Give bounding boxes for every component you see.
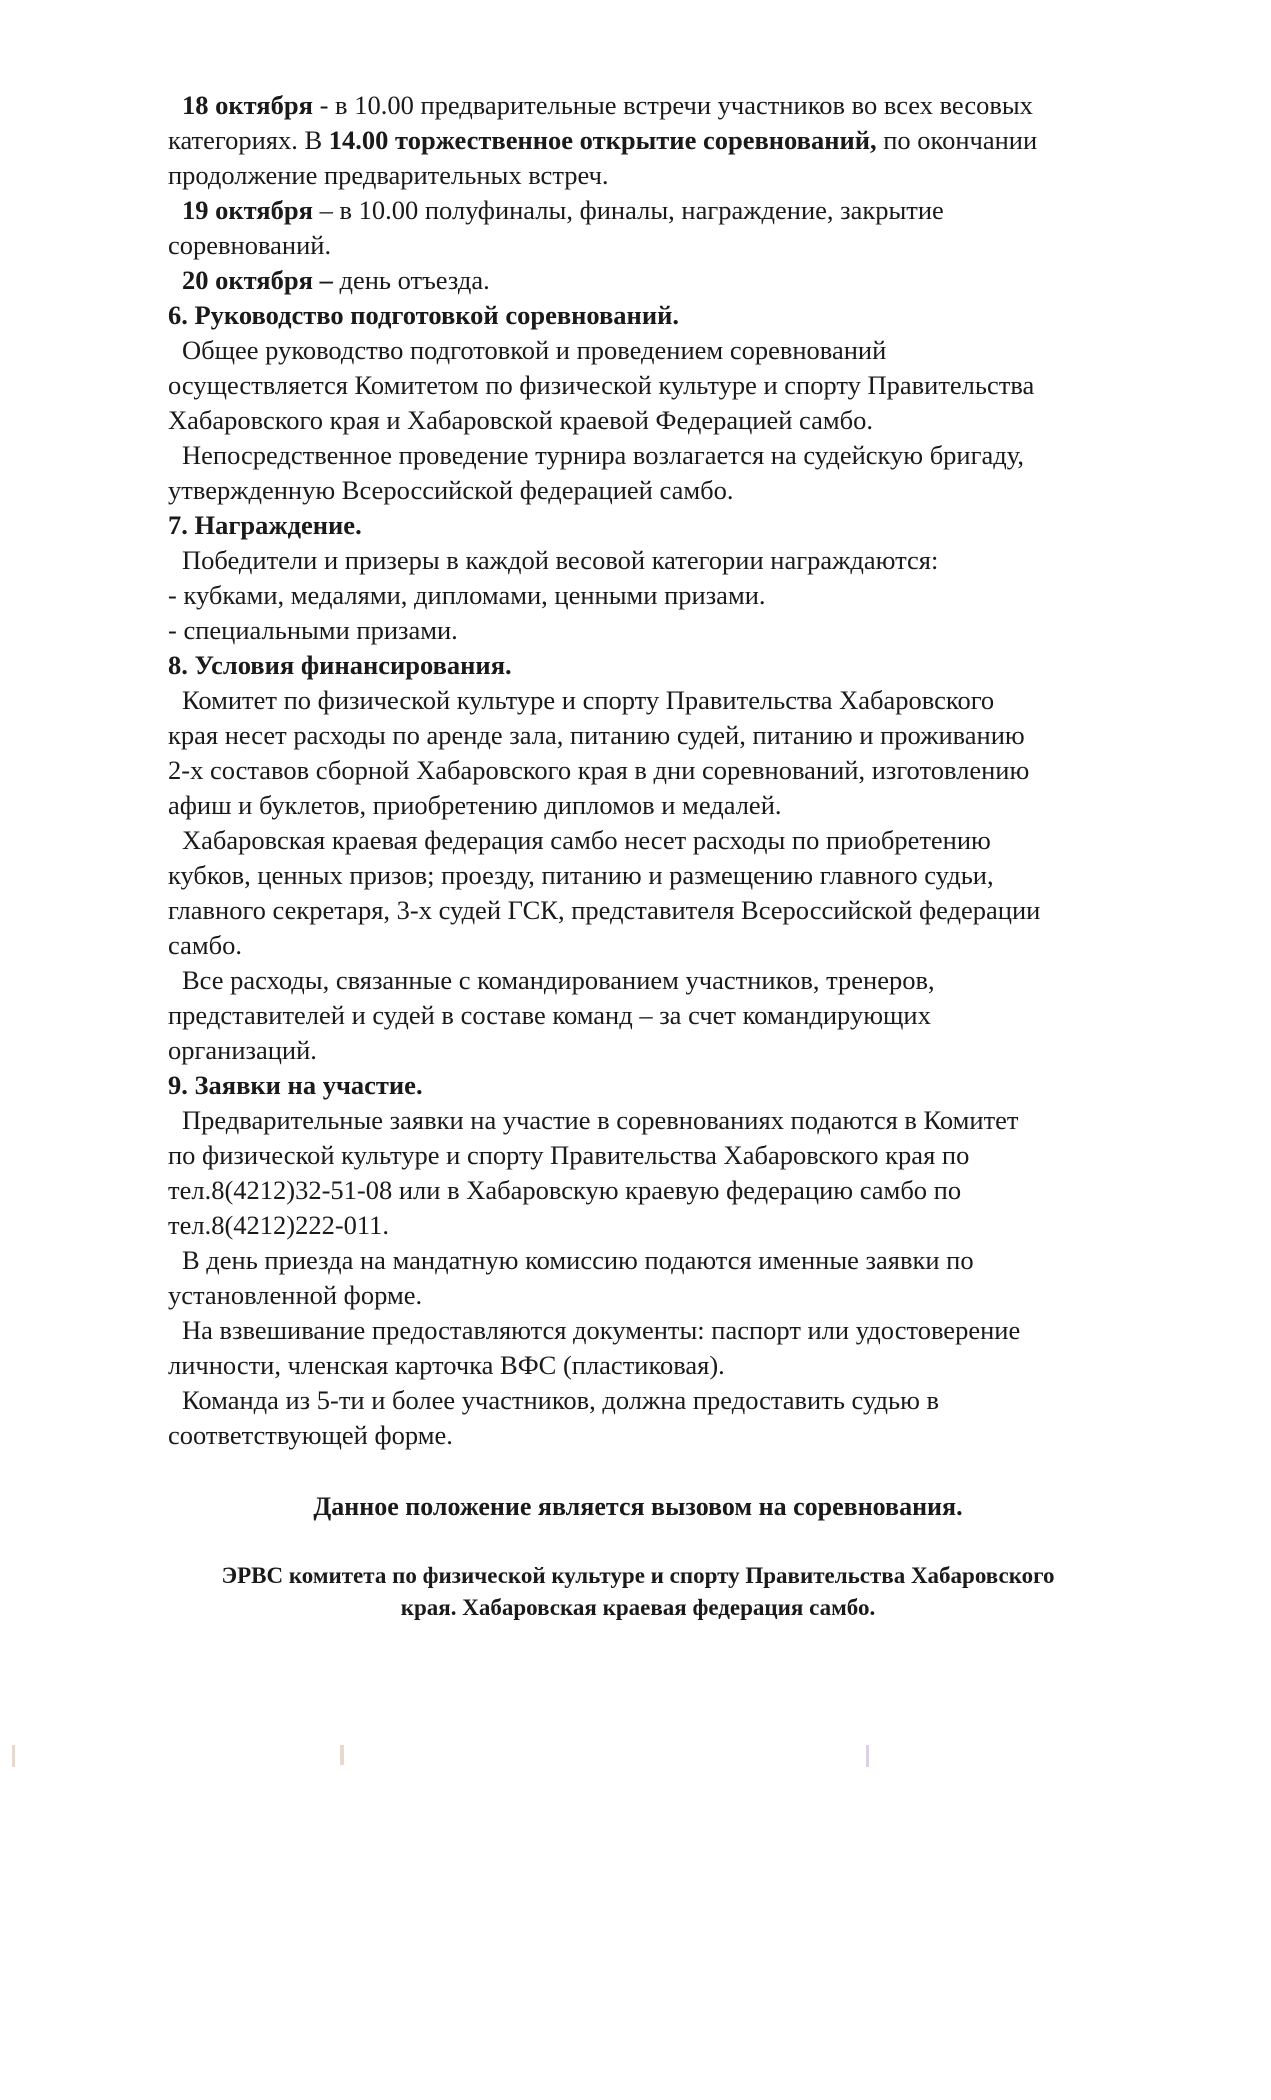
paragraph-line: по физической культуре и спорту Правительства Хабаровского края по (168, 1140, 970, 1170)
schedule-oct18-line3: продолжение предварительных встреч. (168, 160, 609, 190)
opening-ceremony: 14.00 торжественное открытие соревнований, (328, 125, 877, 155)
schedule-oct20-line (168, 263, 1168, 298)
schedule-oct18-line1 (168, 88, 1168, 123)
list-item: - кубками, медалями, дипломами, ценными призами. (168, 580, 766, 610)
date-oct18: 18 октября (182, 90, 313, 120)
schedule-oct20-text: день отъезда. (332, 265, 490, 295)
date-oct19: 19 октября (182, 195, 313, 225)
schedule-oct19-text: – в 10.00 полуфиналы, финалы, награждение, закрытие (312, 195, 944, 225)
section-9-heading: 9. Заявки на участие. (168, 1070, 423, 1100)
schedule-oct18-line2 (168, 123, 1168, 158)
section-6-heading: 6. Руководство подготовкой соревнований. (168, 300, 679, 330)
scan-speck (866, 1745, 869, 1767)
schedule-oct18-text: - в 10.00 предварительные встречи участников во всех весовых (312, 90, 1033, 120)
schedule-oct18-text3: по окончании (876, 125, 1038, 155)
signature-line-2: края. Хабаровская краевая федерация самбо. (400, 1595, 876, 1620)
paragraph-line: установленной форме. (168, 1280, 423, 1310)
paragraph-line: самбо. (168, 930, 242, 960)
paragraph-line: утвержденную Всероссийской федерацией самбо. (168, 475, 734, 505)
paragraph-line: Хабаровского края и Хабаровской краевой Федерацией самбо. (168, 405, 874, 435)
paragraph-line: соответствующей форме. (168, 1420, 453, 1450)
paragraph-line: тел.8(4212)222-011. (168, 1210, 390, 1240)
schedule-oct18-text2: категориях. В (168, 125, 329, 155)
date-oct20: 20 октября – (182, 265, 333, 295)
section-8-heading: 8. Условия финансирования. (168, 650, 512, 680)
paragraph-line: В день приезда на мандатную комиссию подаются именные заявки по (182, 1245, 974, 1275)
paragraph-line: главного секретаря, 3-х судей ГСК, представителя Всероссийской федерации (168, 895, 1041, 925)
paragraph-line: Команда из 5-ти и более участников, должна предоставить судью в (182, 1385, 940, 1415)
paragraph-line: тел.8(4212)32-51-08 или в Хабаровскую краевую федерацию самбо по (168, 1175, 962, 1205)
paragraph-line: 2-х составов сборной Хабаровского края в дни соревнований, изготовлению (168, 755, 1030, 785)
schedule-oct19-line1 (168, 193, 1168, 228)
paragraph-line: кубков, ценных призов; проезду, питанию и размещению главного судьи, (168, 860, 994, 890)
signature-block (168, 1560, 1108, 1624)
closing-statement: Данное положение является вызовом на соревнования. (313, 1492, 963, 1521)
scan-speck (340, 1745, 344, 1765)
document-page (168, 88, 1168, 1624)
list-item: - специальными призами. (168, 615, 458, 645)
paragraph-line: края несет расходы по аренде зала, питанию судей, питанию и проживанию (168, 720, 1025, 750)
paragraph-line: Предварительные заявки на участие в соревнованиях подаются в Комитет (182, 1105, 1019, 1135)
paragraph-line: Общее руководство подготовкой и проведением соревнований (182, 335, 887, 365)
paragraph-line: Все расходы, связанные с командированием участников, тренеров, (182, 965, 935, 995)
schedule-oct19-line2: соревнований. (168, 230, 332, 260)
paragraph-line: представителей и судей в составе команд – за счет командирующих (168, 1000, 931, 1030)
paragraph-line: Победители и призеры в каждой весовой категории награждаются: (182, 545, 939, 575)
paragraph-line: Непосредственное проведение турнира возлагается на судейскую бригаду, (182, 440, 1024, 470)
paragraph-line: Комитет по физической культуре и спорту Правительства Хабаровского (182, 685, 995, 715)
signature-line-1: ЭРВС комитета по физической культуре и спорту Правительства Хабаровского (221, 1563, 1055, 1588)
paragraph-line: личности, членская карточка ВФС (пластиковая). (168, 1350, 725, 1380)
paragraph-line: Хабаровская краевая федерация самбо несет расходы по приобретению (182, 825, 991, 855)
section-7-heading: 7. Награждение. (168, 510, 362, 540)
scan-speck (12, 1745, 15, 1767)
paragraph-line: афиш и буклетов, приобретению дипломов и медалей. (168, 790, 782, 820)
paragraph-line: осуществляется Комитетом по физической культуре и спорту Правительства (168, 370, 1035, 400)
paragraph-line: На взвешивание предоставляются документы: паспорт или удостоверение (182, 1315, 1021, 1345)
paragraph-line: организаций. (168, 1035, 317, 1065)
